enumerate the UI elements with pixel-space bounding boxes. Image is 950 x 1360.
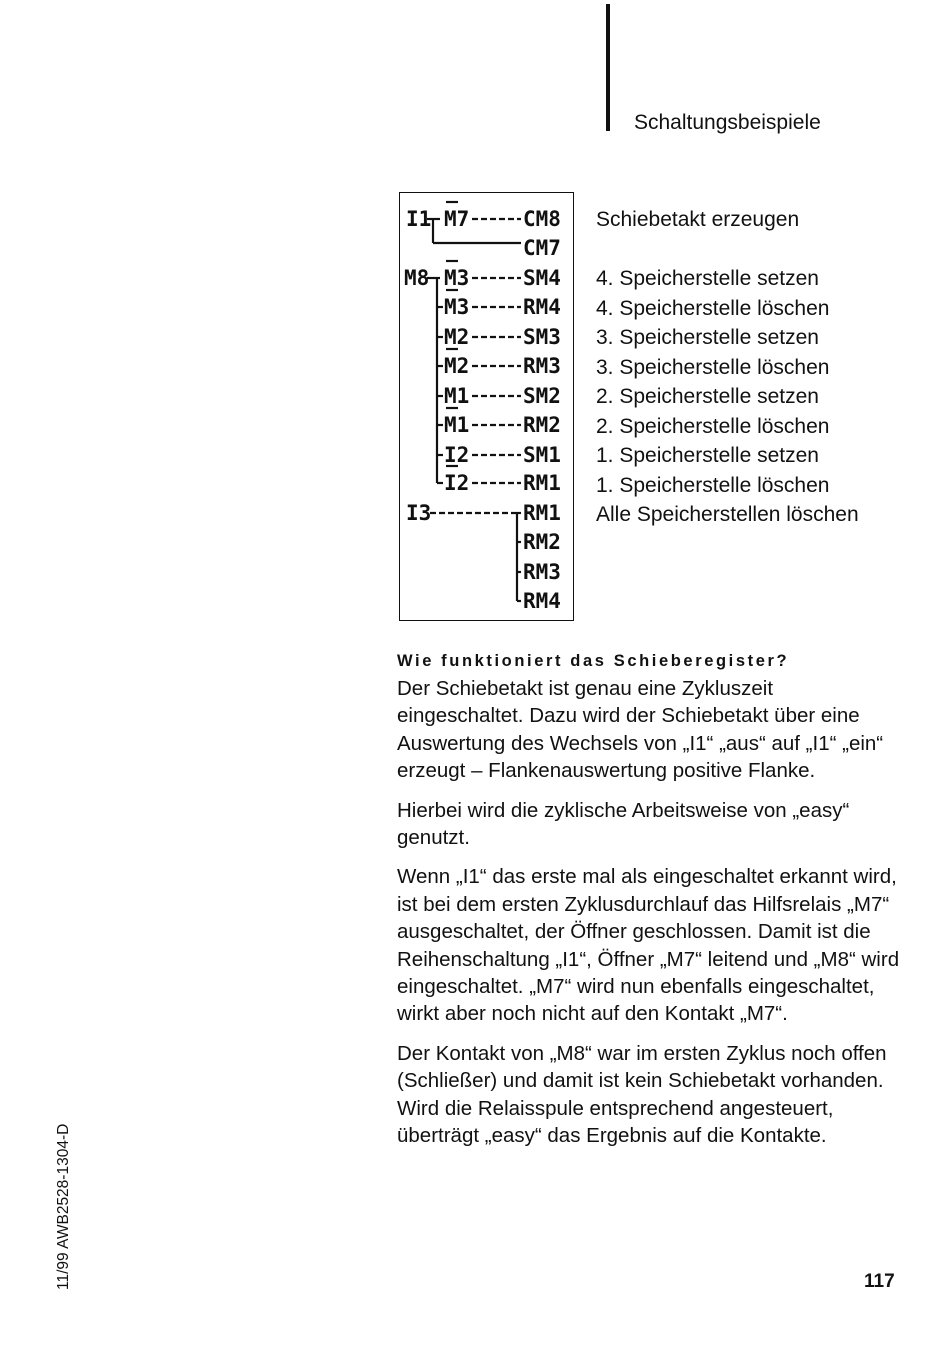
ladder-coil: RM2 (523, 413, 561, 437)
document-code: 11/99 AWB2528-1304-D (55, 1123, 72, 1290)
ladder-coil: RM2 (523, 530, 561, 554)
comment-line: 2. Speicherstelle löschen (596, 414, 830, 438)
ladder-diagram-svg (400, 193, 575, 622)
paragraph: Der Kontakt von „M8“ war im ersten Zyklus noch offen (Schließer) und damit ist kein Schiebetakt vorhanden. Wird die Relaisspule entsprechend angesteuert, überträgt „easy“ das Ergebnis auf die Kontakte. (397, 1041, 887, 1148)
ladder-contact: M1 (444, 384, 470, 408)
comment-line: 2. Speicherstelle setzen (596, 385, 819, 408)
comment-line: 4. Speicherstelle löschen (596, 296, 830, 320)
ladder-coil: SM1 (523, 443, 561, 467)
paragraph: Der Schiebetakt ist genau eine Zykluszeit eingeschaltet. Dazu wird der Schiebetakt über eine Auswertung des Wechsels von „I1“ „aus“ auf „I1“ „ein“ erzeugt – Flankenauswertung positive Flanke. (397, 677, 884, 783)
page-number: 117 (864, 1271, 895, 1292)
ladder-labels (404, 207, 561, 613)
ladder-contact: M8 (404, 266, 430, 290)
ladder-contact: M2 (444, 354, 470, 378)
diagram-comments (596, 205, 859, 530)
ladder-coil: CM8 (523, 207, 561, 231)
comment-line: 1. Speicherstelle setzen (596, 444, 819, 467)
header-title: Schaltungsbeispiele (634, 111, 821, 134)
header-rule (606, 4, 610, 131)
ladder-wires (427, 202, 521, 601)
ladder-coil: SM3 (523, 325, 561, 349)
ladder-contact: M1 (444, 413, 470, 437)
ladder-contact: M3 (444, 295, 470, 319)
comments-title: Schiebetakt erzeugen (596, 208, 800, 231)
ladder-contact: M7 (444, 207, 470, 231)
ladder-contact: M3 (444, 266, 470, 290)
ladder-contact: M2 (444, 325, 470, 349)
section-body (397, 649, 902, 1162)
ladder-coil: RM4 (523, 295, 561, 319)
ladder-coil: RM3 (523, 560, 561, 584)
comment-line: 1. Speicherstelle löschen (596, 473, 830, 497)
paragraph: Hierbei wird die zyklische Arbeitsweise von „easy“ genutzt. (397, 798, 850, 850)
comment-line: 3. Speicherstelle löschen (596, 355, 830, 379)
ladder-contact: I2 (444, 471, 470, 495)
ladder-coil: RM1 (523, 471, 561, 495)
ladder-contact: I2 (444, 443, 470, 467)
section-heading: Wie funktioniert das Schieberegister? (397, 652, 790, 670)
ladder-coil: RM4 (523, 589, 561, 613)
ladder-contact: I1 (406, 207, 432, 231)
ladder-coil: RM1 (523, 501, 561, 525)
ladder-coil: SM2 (523, 384, 561, 408)
comment-line: 3. Speicherstelle setzen (596, 326, 819, 349)
ladder-coil: CM7 (523, 236, 561, 260)
comment-line: Alle Speicherstellen löschen (596, 503, 859, 526)
ladder-coil: SM4 (523, 266, 561, 290)
comment-line: 4. Speicherstelle setzen (596, 267, 819, 290)
ladder-coil: RM3 (523, 354, 561, 378)
paragraph: Wenn „I1“ das erste mal als eingeschaltet erkannt wird, ist bei dem ersten Zyklusdurchlauf das Hilfsrelais „M7“ ausgeschaltet, der Öffner geschlossen. Damit ist die Reihenschaltung „I1“, Öffner „M7“ leitend und „M8“ wird eingeschaltet. „M7“ wird nun ebenfalls eingeschaltet, wirkt aber noch nicht auf den Kontakt „M7“. (397, 865, 900, 1026)
ladder-contact: I3 (406, 501, 432, 525)
ladder-diagram (399, 192, 574, 621)
